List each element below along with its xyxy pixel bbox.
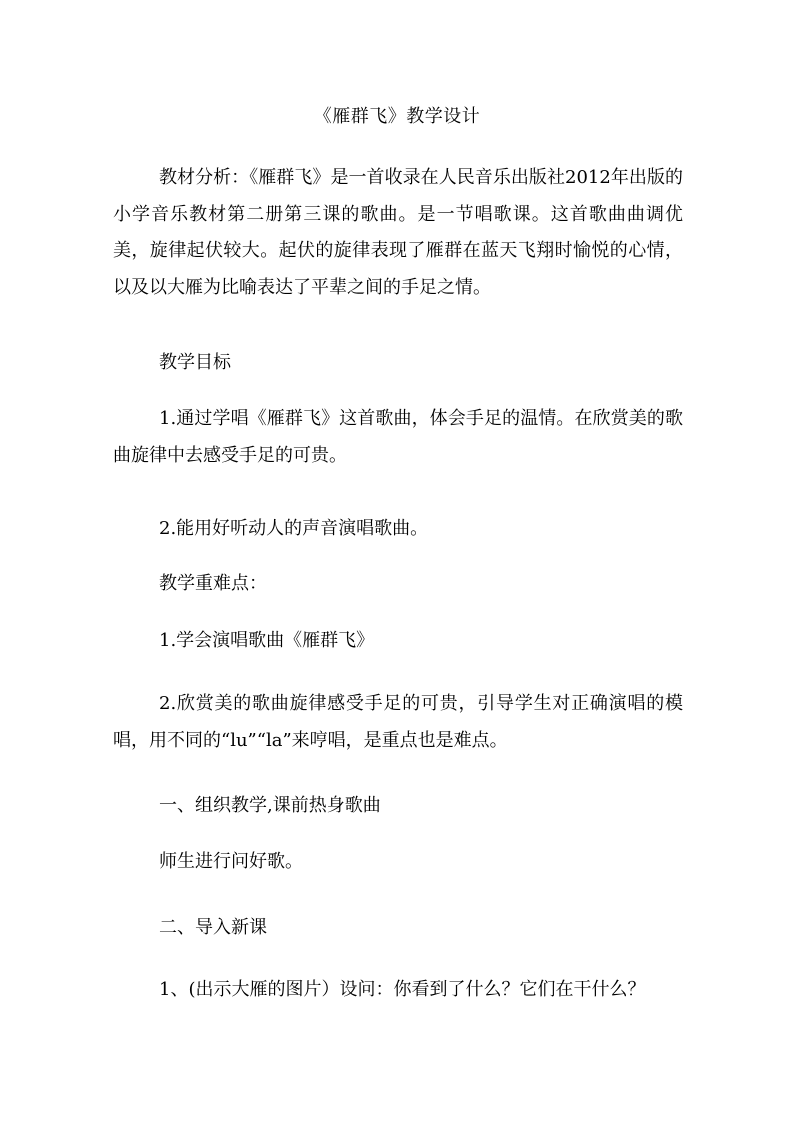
document-title: 《雁群飞》教学设计 [313, 106, 481, 127]
objective-1: 1.通过学唱《雁群飞》这首歌曲，体会手足的温情。在欣赏美的歌曲旋律中去感受手足的可贵。 [113, 408, 683, 466]
section-2-heading: 二、导入新课 [159, 917, 267, 938]
objective-2: 2.能用好听动人的声音演唱歌曲。 [159, 518, 429, 539]
section-1-heading: 一、组织教学,课前热身歌曲 [159, 795, 381, 816]
paragraph-textbook-analysis: 教材分析：《雁群飞》是一首收录在人民音乐出版社2012年出版的小学音乐教材第二册第三课的歌曲。是一节唱歌课。这首歌曲曲调优美，旋律起伏较大。起伏的旋律表现了雁群在蓝天飞翔时愉悦的心情，以及以大雁为比喻表达了平辈之间的手足之情。 [113, 167, 683, 298]
heading-teaching-objectives: 教学目标 [159, 352, 231, 373]
heading-key-difficulties: 教学重难点： [159, 573, 267, 594]
key-point-2: 2.欣赏美的歌曲旋律感受手足的可贵，引导学生对正确演唱的模唱，用不同的“lu”“la”来哼唱，是重点也是难点。 [113, 693, 683, 751]
section-1-content: 师生进行问好歌。 [159, 851, 303, 872]
key-point-1: 1.学会演唱歌曲《雁群飞》 [159, 630, 375, 651]
section-2-item-1: 1、(出示大雁的图片）设问：你看到了什么？它们在干什么？ [159, 979, 646, 1000]
